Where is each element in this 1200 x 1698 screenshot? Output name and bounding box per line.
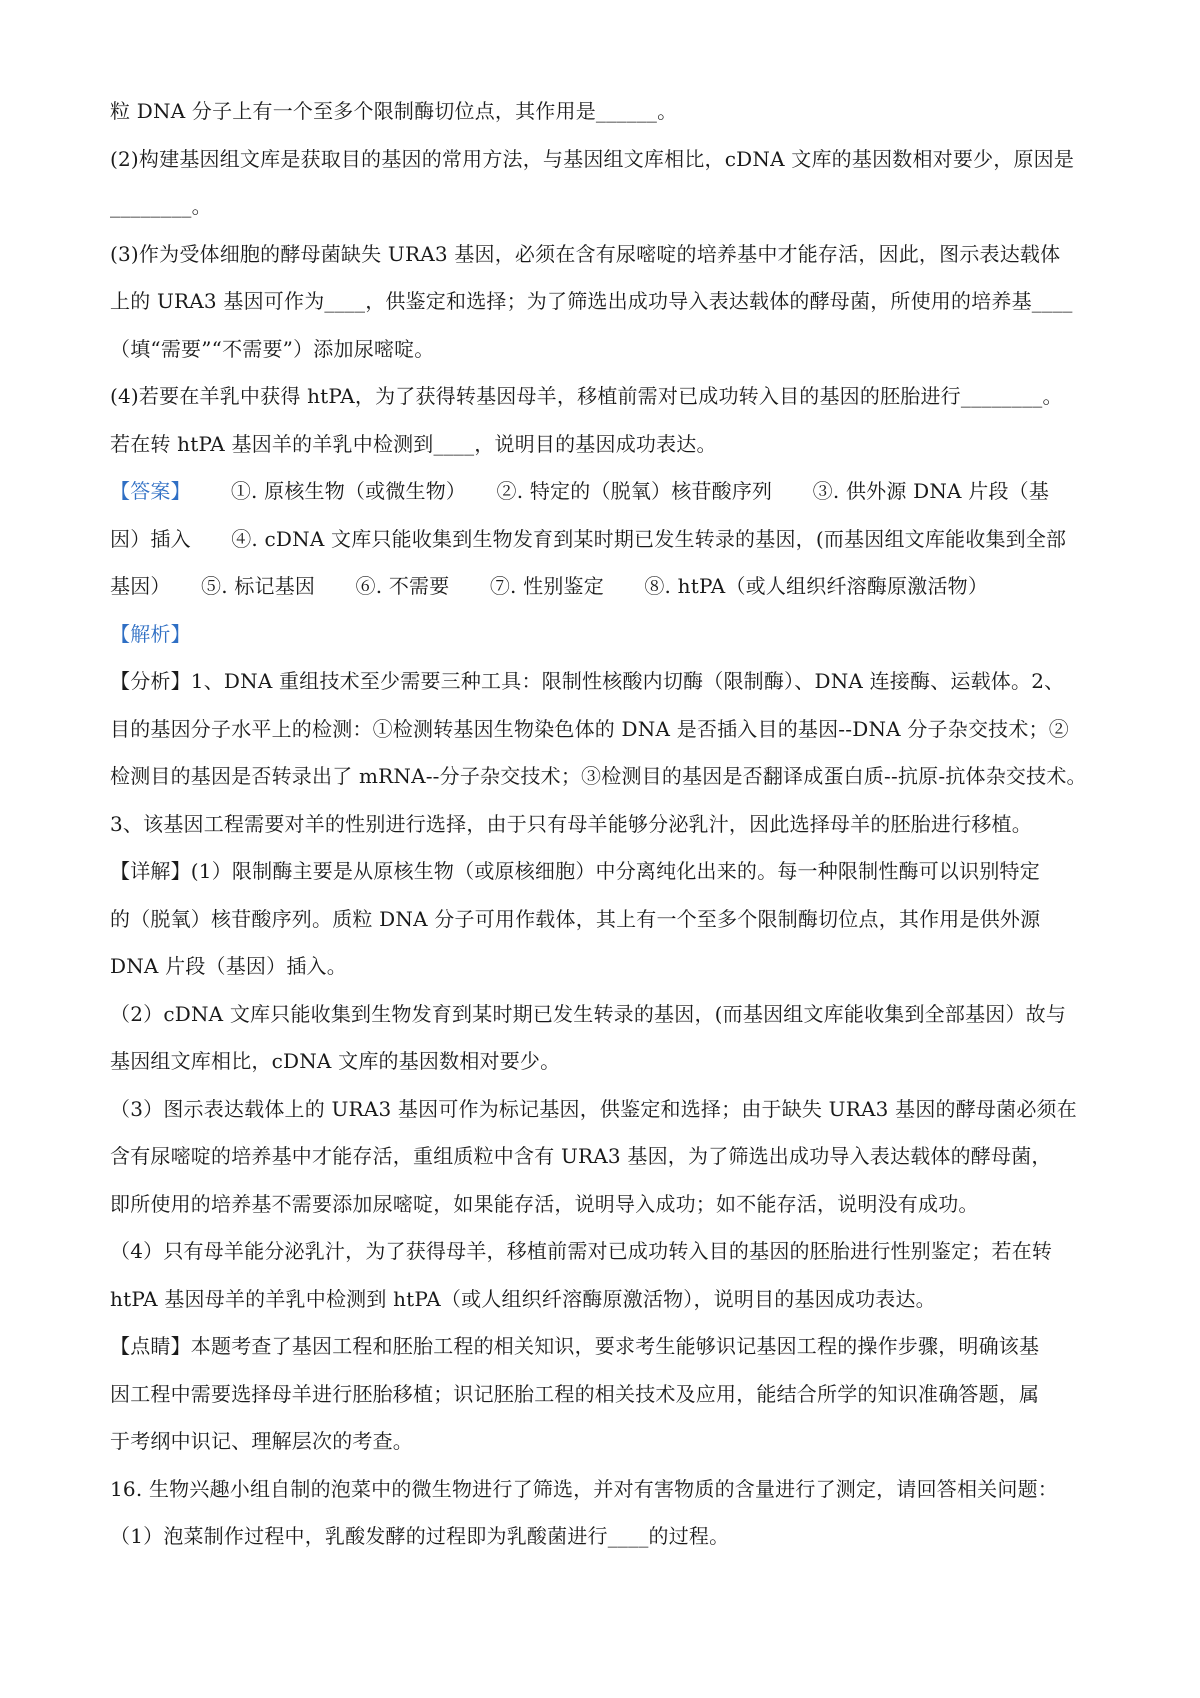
text-line: ________。 <box>110 194 212 218</box>
question-16-line: 16. 生物兴趣小组自制的泡菜中的微生物进行了筛选，并对有害物质的含量进行了测定，请回答相关问题： <box>110 1476 1058 1501</box>
analysis-line: 检测目的基因是否转录出了 mRNA--分子杂交技术；③检测目的基因是否翻译成蛋白质--抗原-抗体杂交技术。 <box>110 764 1087 788</box>
text-line: (3)作为受体细胞的酵母菌缺失 URA3 基因，必须在含有尿嘧啶的培养基中才能存活，因此，图示表达载体 <box>110 241 1061 266</box>
analysis-line: 的（脱氧）核苷酸序列。质粒 DNA 分子可用作载体，其上有一个至多个限制酶切位点，其作用是供外源 <box>110 906 1041 931</box>
text-line: 若在转 htPA 基因羊的羊乳中检测到____，说明目的基因成功表达。 <box>110 431 717 456</box>
analysis-line: 【详解】(1）限制酶主要是从原核生物（或原核细胞）中分离纯化出来的。每一种限制性酶可以识别特定 <box>110 859 1040 883</box>
text-line: 粒 DNA 分子上有一个至多个限制酶切位点，其作用是______。 <box>110 99 678 123</box>
document-page <box>110 96 1100 1569</box>
answer-line: 因）插入 ④. cDNA 文库只能收集到生物发育到某时期已发生转录的基因，(而基因组文库能收集到全部 <box>110 526 1067 551</box>
analysis-line: 含有尿嘧啶的培养基中才能存活，重组质粒中含有 URA3 基因，为了筛选出成功导入表达载体的酵母菌， <box>110 1144 1052 1168</box>
analysis-line: 【点睛】本题考查了基因工程和胚胎工程的相关知识，要求考生能够识记基因工程的操作步骤，明确该基 <box>110 1334 1040 1358</box>
analysis-line: 因工程中需要选择母羊进行胚胎移植；识记胚胎工程的相关技术及应用，能结合所学的知识准确答题，属 <box>110 1381 1040 1406</box>
analysis-line: （3）图示表达载体上的 URA3 基因可作为标记基因，供鉴定和选择；由于缺失 URA3 基因的酵母菌必须在 <box>110 1096 1077 1121</box>
analysis-line: 目的基因分子水平上的检测：①检测转基因生物染色体的 DNA 是否插入目的基因--DNA 分子杂交技术；② <box>110 716 1069 741</box>
question-16-line: （1）泡菜制作过程中，乳酸发酵的过程即为乳酸菌进行____的过程。 <box>110 1524 730 1548</box>
analysis-line: 即所使用的培养基不需要添加尿嘧啶，如果能存活，说明导入成功；如不能存活，说明没有成功。 <box>110 1191 979 1216</box>
analysis-line: 【分析】1、DNA 重组技术至少需要三种工具：限制性核酸内切酶（限制酶）、DNA 连接酶、运载体。2、 <box>110 669 1065 693</box>
answer-text: ①. 原核生物（或微生物） ②. 特定的（脱氧）核苷酸序列 ③. 供外源 DNA 片段（基 <box>230 479 1050 503</box>
text-line: 上的 URA3 基因可作为____，供鉴定和选择；为了筛选出成功导入表达载体的酵母菌，所使用的培养基____ <box>110 289 1073 313</box>
analysis-line: （4）只有母羊能分泌乳汁，为了获得母羊，移植前需对已成功转入目的基因的胚胎进行性别鉴定；若在转 <box>110 1239 1053 1263</box>
analysis-line: （2）cDNA 文库只能收集到生物发育到某时期已发生转录的基因，(而基因组文库能收集到全部基因）故与 <box>110 1001 1067 1026</box>
analysis-tag: 【解析】 <box>110 621 191 646</box>
answer-line <box>110 476 1100 524</box>
analysis-heading <box>110 619 1100 667</box>
analysis-line: 基因组文库相比，cDNA 文库的基因数相对要少。 <box>110 1049 561 1073</box>
analysis-line: DNA 片段（基因）插入。 <box>110 954 347 978</box>
analysis-line: 于考纲中识记、理解层次的考查。 <box>110 1429 413 1453</box>
answer-line: 基因） ⑤. 标记基因 ⑥. 不需要 ⑦. 性别鉴定 ⑧. htPA（或人组织纤溶酶原激活物） <box>110 574 989 598</box>
text-line: (2)构建基因组文库是获取目的基因的常用方法，与基因组文库相比，cDNA 文库的基因数相对要少，原因是 <box>110 146 1075 171</box>
analysis-line: htPA 基因母羊的羊乳中检测到 htPA（或人组织纤溶酶原激活物），说明目的基因成功表达。 <box>110 1286 936 1311</box>
answer-tag: 【答案】 <box>110 479 191 503</box>
text-line: （填“需要”“不需要”）添加尿嘧啶。 <box>110 336 435 361</box>
text-line: (4)若要在羊乳中获得 htPA，为了获得转基因母羊，移植前需对已成功转入目的基因的胚胎进行________。 <box>110 384 1063 408</box>
analysis-line: 3、该基因工程需要对羊的性别进行选择，由于只有母羊能够分泌乳汁，因此选择母羊的胚胎进行移植。 <box>110 811 1032 836</box>
